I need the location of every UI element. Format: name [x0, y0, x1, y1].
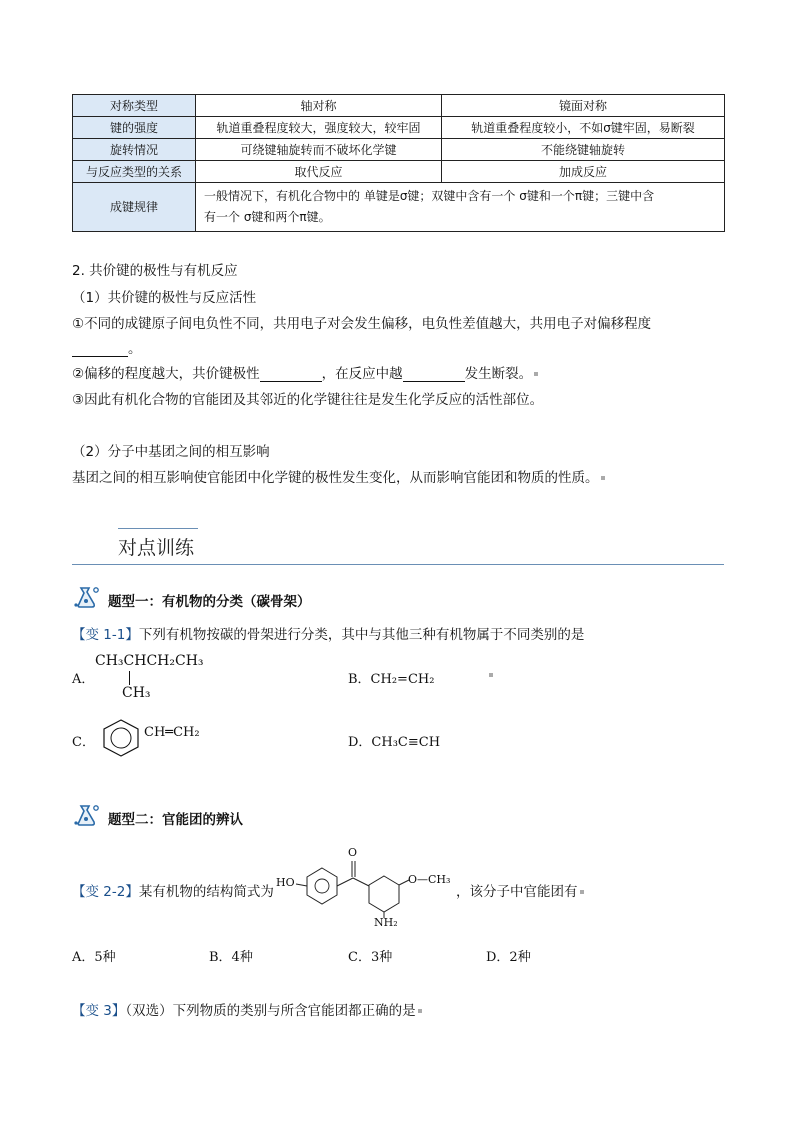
flask-icon [72, 585, 102, 611]
heading-rule [72, 564, 724, 565]
flask-icon [72, 803, 102, 829]
question-type-title: 题型二：官能团的辨认 [108, 812, 243, 828]
table-cell [196, 183, 725, 232]
struct-och3-label: O—CH₃ [408, 873, 451, 886]
question-tag: 【变 3】 [72, 1003, 126, 1019]
question-tag: 【变 1-1】 [72, 627, 139, 643]
subsection-title: （1）共价键的极性与反应活性 [72, 290, 257, 306]
option-c-label[interactable]: C． [72, 735, 95, 750]
option-b[interactable] [348, 668, 434, 687]
paragraph-text: 。 [128, 341, 142, 357]
paragraph [72, 466, 605, 486]
marker-icon [601, 476, 605, 480]
table-cell: 镜面对称 [442, 95, 725, 117]
paragraph-text: 基团之间的相互影响使官能团中化学键的极性发生变化，从而影响官能团和物质的性质。 [72, 470, 599, 486]
benzene-ring-icon [99, 718, 143, 758]
marker-icon [489, 673, 493, 677]
option-c[interactable]: C．3种 [348, 950, 393, 965]
table-cell: 与反应类型的关系 [73, 161, 196, 183]
rule-line-2: 有一个 σ键和两个π键。 [204, 210, 331, 224]
table-row [73, 95, 725, 117]
option-a-formula: CH₃CHCH₂CH₃ [95, 653, 204, 669]
rule-line-1: 一般情况下，有机化合物中的 单键是σ键；双键中含有一个 σ键和一个π键；三键中含 [204, 189, 655, 203]
heading-rule-top [118, 528, 198, 529]
table-cell: 取代反应 [196, 161, 442, 183]
table-cell: 键的强度 [73, 117, 196, 139]
answer-blank[interactable] [260, 365, 322, 382]
question-tag: 【变 2-2】 [72, 884, 139, 900]
table-row [73, 183, 725, 232]
option-a-branch: CH₃ [122, 685, 151, 701]
option-a-label[interactable]: A． [72, 672, 95, 687]
question-stem [72, 999, 422, 1019]
comparison-table [72, 94, 725, 232]
paragraph: ①不同的成键原子间电负性不同，共用电子对会发生偏移，电负性差值越大，共用电子对偏移程度 [72, 316, 652, 332]
paragraph-text: ②偏移的程度越大，共价键极性 [72, 366, 260, 382]
marker-icon [418, 1009, 422, 1013]
training-heading: 对点训练 [118, 537, 195, 559]
table-row [73, 161, 725, 183]
paragraph-text: ，在反应中越 [321, 366, 403, 382]
table-cell: 轨道重叠程度较大，强度较大，较牢固 [196, 117, 442, 139]
question-text: （双选）下列物质的类别与所含官能团都正确的是 [125, 1003, 416, 1019]
option-b-text: B．CH₂=CH₂ [348, 672, 435, 687]
question-stem [72, 623, 584, 643]
answer-blank[interactable] [403, 365, 465, 382]
paragraph [72, 362, 538, 382]
struct-nh2-label: NH₂ [374, 916, 398, 929]
table-cell: 旋转情况 [73, 139, 196, 161]
table-row [73, 139, 725, 161]
marker-icon [580, 890, 584, 894]
table-row [73, 117, 725, 139]
question-text: ，该分子中官能团有 [456, 884, 578, 900]
paragraph-text: 发生断裂。 [464, 366, 533, 382]
table-cell: 对称类型 [73, 95, 196, 117]
option-a[interactable]: A．5种 [72, 950, 116, 965]
table-cell: 可绕键轴旋转而不破坏化学键 [196, 139, 442, 161]
question-stem-tail [456, 880, 584, 900]
paragraph [72, 337, 142, 357]
paragraph: ③因此有机化合物的官能团及其邻近的化学键往往是发生化学反应的活性部位。 [72, 392, 544, 408]
option-d[interactable]: D．CH₃C≡CH [348, 735, 441, 750]
molecule-structure [274, 844, 454, 930]
option-d[interactable]: D．2种 [486, 950, 531, 965]
table-cell: 轴对称 [196, 95, 442, 117]
table-cell: 成键规律 [73, 183, 196, 232]
struct-o-label: O [348, 846, 358, 859]
table-cell: 加成反应 [442, 161, 725, 183]
section-title: 2. 共价键的极性与有机反应 [72, 263, 238, 279]
question-type-title: 题型一：有机物的分类（碳骨架） [108, 594, 311, 610]
struct-ho-label: HO [276, 876, 295, 889]
question-text: 某有机物的结构简式为 [138, 884, 274, 900]
subsection-title: （2）分子中基团之间的相互影响 [72, 444, 270, 460]
table-cell: 不能绕键轴旋转 [442, 139, 725, 161]
table-cell: 轨道重叠程度较小，不如σ键牢固，易断裂 [442, 117, 725, 139]
branch-bond [129, 671, 130, 685]
option-b[interactable]: B．4种 [209, 950, 253, 965]
question-text: 下列有机物按碳的骨架进行分类，其中与其他三种有机物属于不同类别的是 [138, 627, 585, 643]
answer-blank[interactable] [72, 340, 128, 357]
marker-icon [534, 372, 538, 376]
option-c-group: CH═CH₂ [144, 725, 200, 740]
question-stem [72, 880, 274, 900]
